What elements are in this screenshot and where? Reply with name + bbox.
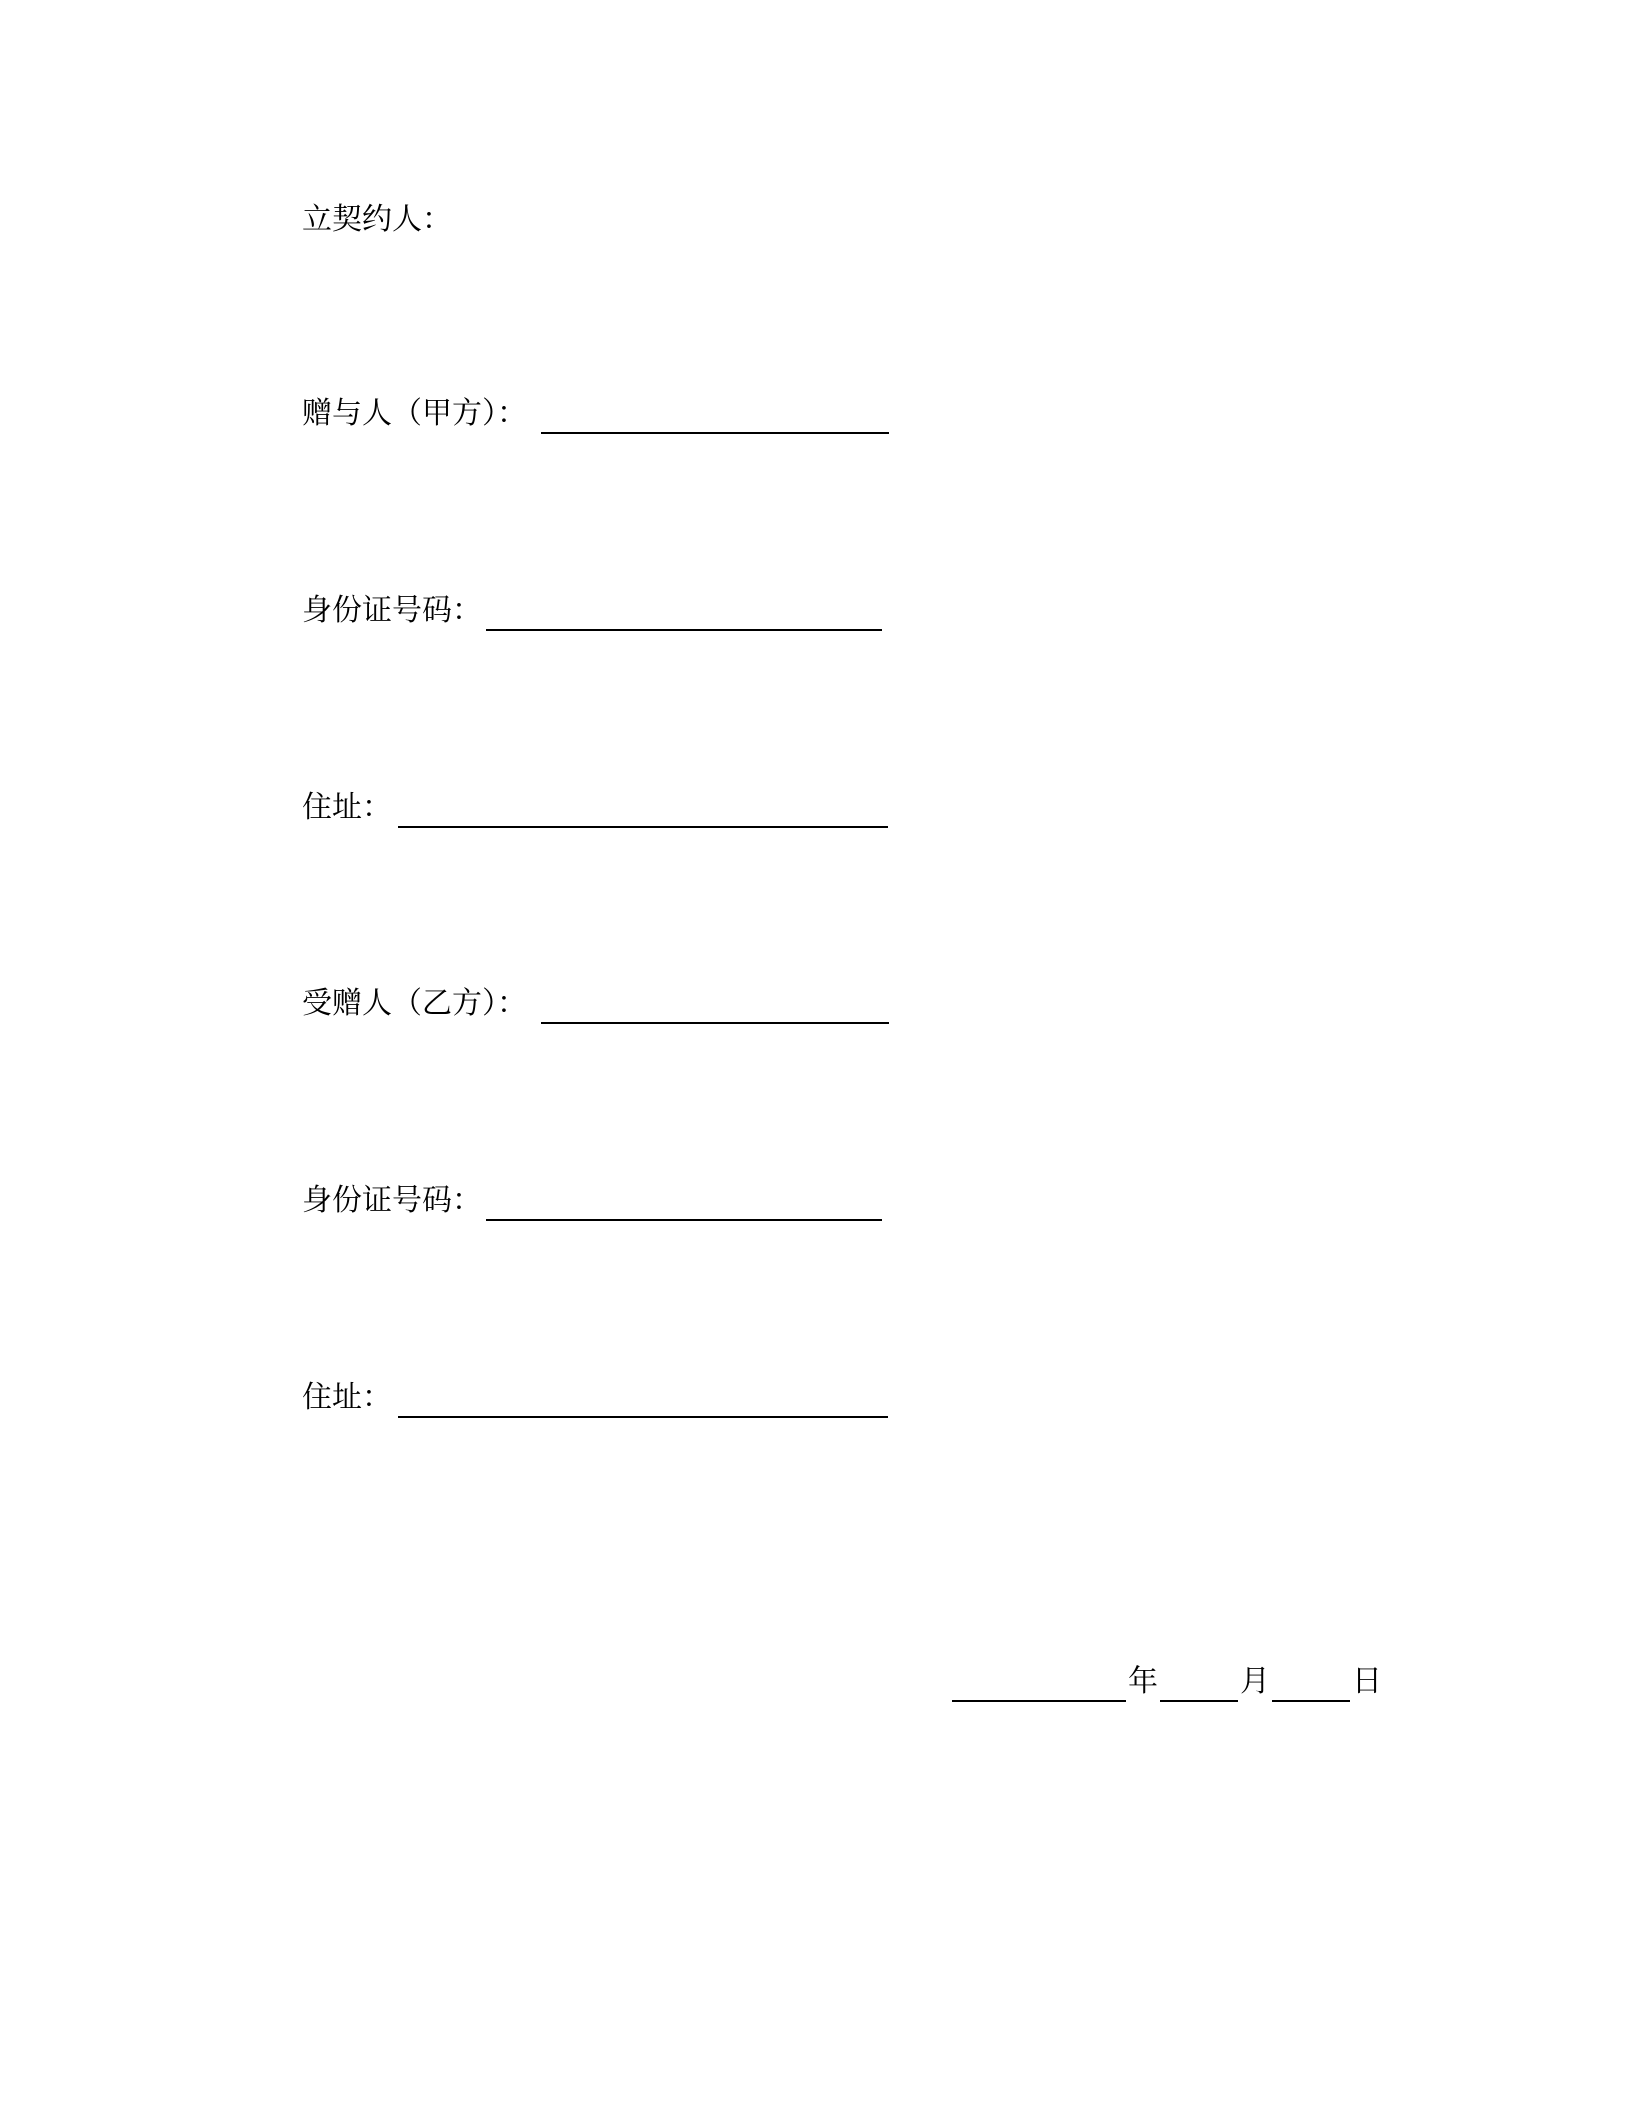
donor-id-row: [302, 581, 882, 631]
month-label: 月: [1240, 1664, 1270, 1699]
donee-name-blank[interactable]: [541, 984, 889, 1024]
signing-date-row: [952, 1652, 1384, 1702]
donor-label: 赠与人（甲方）：: [302, 396, 527, 431]
donor-address-row: [302, 778, 888, 828]
month-blank[interactable]: [1160, 1662, 1238, 1702]
donor-id-label: 身份证号码：: [302, 593, 482, 628]
donor-name-blank[interactable]: [541, 394, 889, 434]
donee-address-blank[interactable]: [398, 1378, 888, 1418]
donor-id-blank[interactable]: [486, 591, 882, 631]
donee-label: 受赠人（乙方）：: [302, 986, 527, 1021]
donor-address-label: 住址：: [302, 790, 392, 825]
donor-name-row: [302, 384, 889, 434]
donee-id-label: 身份证号码：: [302, 1183, 482, 1218]
year-label: 年: [1128, 1664, 1158, 1699]
day-blank[interactable]: [1272, 1662, 1350, 1702]
donee-name-row: [302, 974, 889, 1024]
donee-id-row: [302, 1171, 882, 1221]
donee-id-blank[interactable]: [486, 1181, 882, 1221]
donee-address-row: [302, 1368, 888, 1418]
parties-heading-row: [302, 190, 452, 240]
year-blank[interactable]: [952, 1662, 1126, 1702]
parties-heading: 立契约人：: [302, 202, 452, 237]
day-label: 日: [1352, 1664, 1382, 1699]
donor-address-blank[interactable]: [398, 788, 888, 828]
donee-address-label: 住址：: [302, 1380, 392, 1415]
